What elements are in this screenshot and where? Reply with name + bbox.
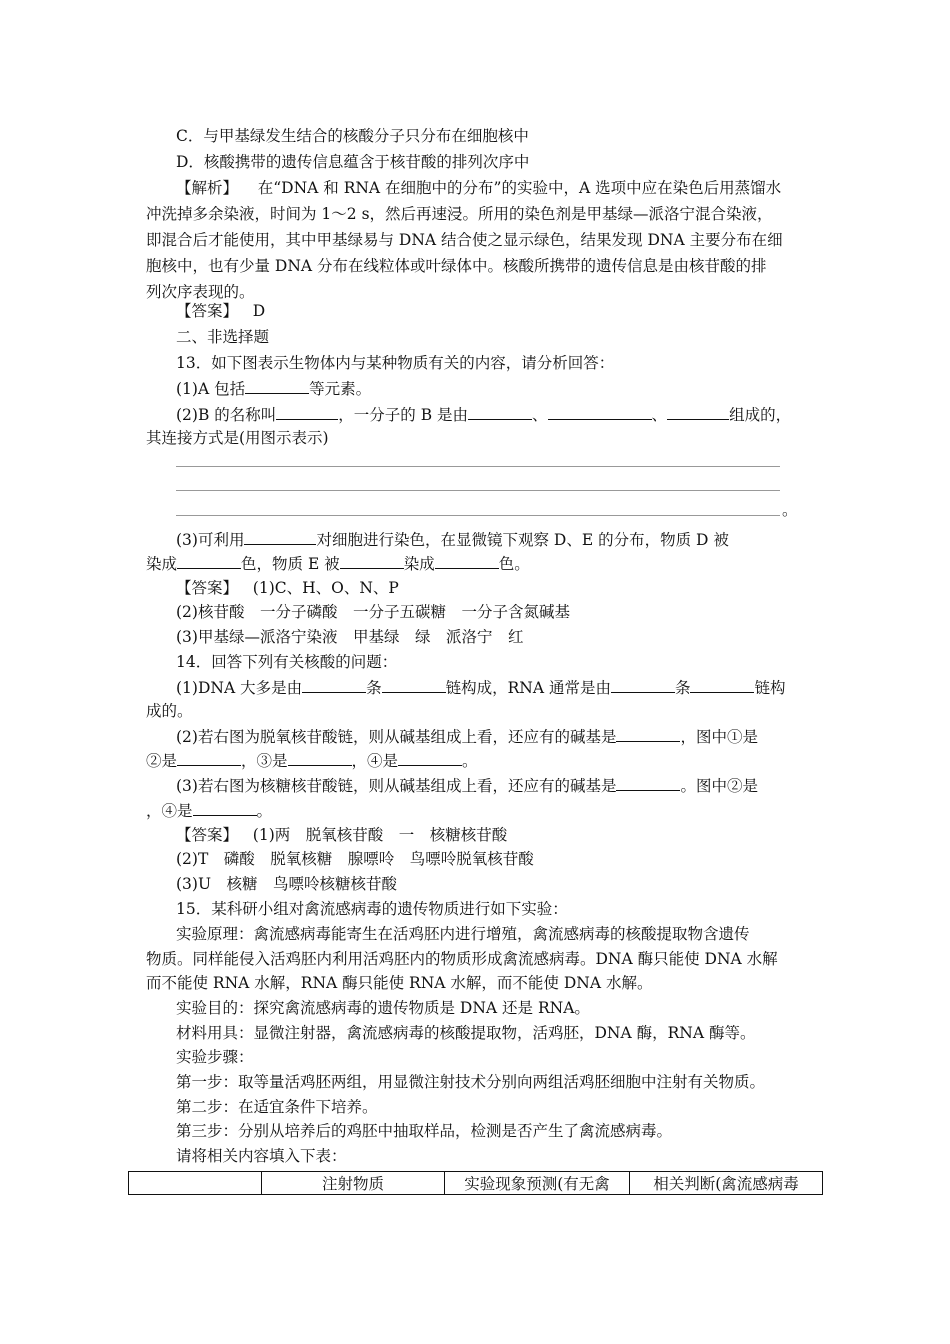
answer-blank[interactable] xyxy=(690,676,754,693)
step-text: 第三步：分别从培养后的鸡胚中抽取样品，检测是否产生了禽流感病毒。 xyxy=(176,1122,673,1140)
answer-line xyxy=(176,300,265,322)
answer-label: 【答案】 xyxy=(176,579,239,597)
question-part: ，④是 。 xyxy=(146,799,272,822)
answer-blank[interactable] xyxy=(276,403,338,420)
table-header-cell xyxy=(129,1172,262,1195)
answer-blank[interactable] xyxy=(468,403,532,420)
option-d: D．核酸携带的遗传信息蕴含于核苷酸的排列次序中 xyxy=(176,153,530,171)
question-part: 染成 色，物质 E 被 染成 色。 xyxy=(146,552,530,575)
question-part: (1)A 包括 等元素。 xyxy=(176,377,371,400)
result-table xyxy=(128,1171,823,1195)
answer-value: (1)两 脱氧核苷酸 一 核糖核苷酸 xyxy=(252,826,508,844)
answer-label: 【答案】 xyxy=(176,826,239,844)
question-part: (2)B 的名称叫 ，一分子的 B 是由 、 、 组成的， xyxy=(176,403,791,426)
analysis-line xyxy=(176,177,781,199)
question-part: (3)可利用 对细胞进行染色，在显微镜下观察 D、E 的分布，物质 D 被 xyxy=(176,528,729,551)
materials-text: 材料用具：显微注射器，禽流感病毒的核酸提取物，活鸡胚，DNA 酶，RNA 酶等。 xyxy=(176,1024,756,1042)
question-part: (2)若右图为脱氧核苷酸链，则从碱基组成上看，还应有的碱基是 ，图中①是 xyxy=(176,725,758,748)
question-part: (1)DNA 大多是由 条 链构成，RNA 通常是由 条 链构 xyxy=(176,676,785,699)
principle-text: 实验原理：禽流感病毒能寄生在活鸡胚内进行增殖，禽流感病毒的核酸提取物含遗传 xyxy=(176,925,750,943)
answer-blank[interactable] xyxy=(667,403,729,420)
step-text: 第二步：在适宜条件下培养。 xyxy=(176,1098,378,1116)
option-c: C．与甲基绿发生结合的核酸分子只分布在细胞核中 xyxy=(176,127,529,145)
analysis-text: 胞核中，也有少量 DNA 分布在线粒体或叶绿体中。核酸所携带的遗传信息是由核苷酸的排 xyxy=(146,257,767,275)
answer-line: (3)甲基绿—派洛宁染液 甲基绿 绿 派洛宁 红 xyxy=(176,628,524,646)
answer-blank[interactable] xyxy=(616,774,680,791)
answer-rule-line[interactable] xyxy=(176,466,780,467)
answer-blank[interactable] xyxy=(193,799,257,816)
answer-label: 【答案】 xyxy=(176,302,239,320)
answer-blank[interactable] xyxy=(177,552,241,569)
answer-line: (2)核苷酸 一分子磷酸 一分子五碳糖 一分子含氮碱基 xyxy=(176,603,570,621)
analysis-text: 冲洗掉多余染液，时间为 1～2 s，然后再速浸。所用的染色剂是甲基绿—派洛宁混合染液， xyxy=(146,205,773,223)
question-stem: 15．某科研小组对禽流感病毒的遗传物质进行如下实验： xyxy=(176,900,568,918)
answer-blank[interactable] xyxy=(611,676,675,693)
answer-value: (1)C、H、O、N、P xyxy=(252,579,399,597)
answer-blank[interactable] xyxy=(548,403,652,420)
table-header-row xyxy=(129,1172,823,1195)
step-text: 第一步：取等量活鸡胚两组，用显微注射技术分别向两组活鸡胚细胞中注射有关物质。 xyxy=(176,1073,766,1091)
answer-value: D xyxy=(252,302,266,320)
answer-line xyxy=(176,577,399,599)
answer-blank[interactable] xyxy=(616,725,680,742)
answer-line: (2)T 磷酸 脱氧核糖 腺嘌呤 鸟嘌呤脱氧核苷酸 xyxy=(176,850,534,868)
answer-rule-line[interactable] xyxy=(176,490,780,491)
table-intro: 请将相关内容填入下表： xyxy=(176,1147,347,1165)
answer-blank[interactable] xyxy=(340,552,404,569)
answer-blank[interactable] xyxy=(245,377,309,394)
table-header-cell: 相关判断(禽流感病毒 xyxy=(630,1172,823,1195)
answer-blank[interactable] xyxy=(302,676,366,693)
question-part: ②是 ，③是 ，④是 。 xyxy=(146,749,478,772)
answer-line: (3)U 核糖 鸟嘌呤核糖核苷酸 xyxy=(176,875,398,893)
question-stem: 13．如下图表示生物体内与某种物质有关的内容，请分析回答： xyxy=(176,354,615,372)
analysis-text: 列次序表现的。 xyxy=(146,283,255,301)
steps-title: 实验步骤： xyxy=(176,1048,254,1066)
analysis-label: 【解析】 xyxy=(176,179,239,197)
question-part: 其连接方式是(用图示表示) xyxy=(146,429,329,447)
answer-line xyxy=(176,824,507,846)
answer-blank[interactable] xyxy=(177,749,241,766)
answer-rule-line[interactable] xyxy=(176,515,780,516)
answer-blank[interactable] xyxy=(435,552,499,569)
answer-blank[interactable] xyxy=(288,749,352,766)
question-part: 成的。 xyxy=(146,702,193,720)
purpose-text: 实验目的：探究禽流感病毒的遗传物质是 DNA 还是 RNA。 xyxy=(176,999,590,1017)
principle-text: 而不能使 RNA 水解，RNA 酶只能使 RNA 水解，而不能使 DNA 水解。 xyxy=(146,974,653,992)
table-header-cell: 实验现象预测(有无禽 xyxy=(445,1172,630,1195)
analysis-text: 即混合后才能使用，其中甲基绿易与 DNA 结合使之显示绿色，结果发现 DNA 主要分布在细 xyxy=(146,231,783,249)
question-part: (3)若右图为核糖核苷酸链，则从碱基组成上看，还应有的碱基是 。图中②是 xyxy=(176,774,758,797)
table-header-cell: 注射物质 xyxy=(262,1172,445,1195)
answer-blank[interactable] xyxy=(398,749,462,766)
rule-end-mark: 。 xyxy=(782,501,798,519)
question-stem: 14．回答下列有关核酸的问题： xyxy=(176,653,398,671)
answer-blank[interactable] xyxy=(382,676,446,693)
answer-blank[interactable] xyxy=(244,528,316,545)
section-title: 二、非选择题 xyxy=(176,328,270,346)
principle-text: 物质。同样能侵入活鸡胚内利用活鸡胚内的物质形成禽流感病毒。DNA 酶只能使 DNA 水解 xyxy=(146,950,778,968)
analysis-text: 在“DNA 和 RNA 在细胞中的分布”的实验中，A 选项中应在染色后用蒸馏水 xyxy=(257,179,782,197)
